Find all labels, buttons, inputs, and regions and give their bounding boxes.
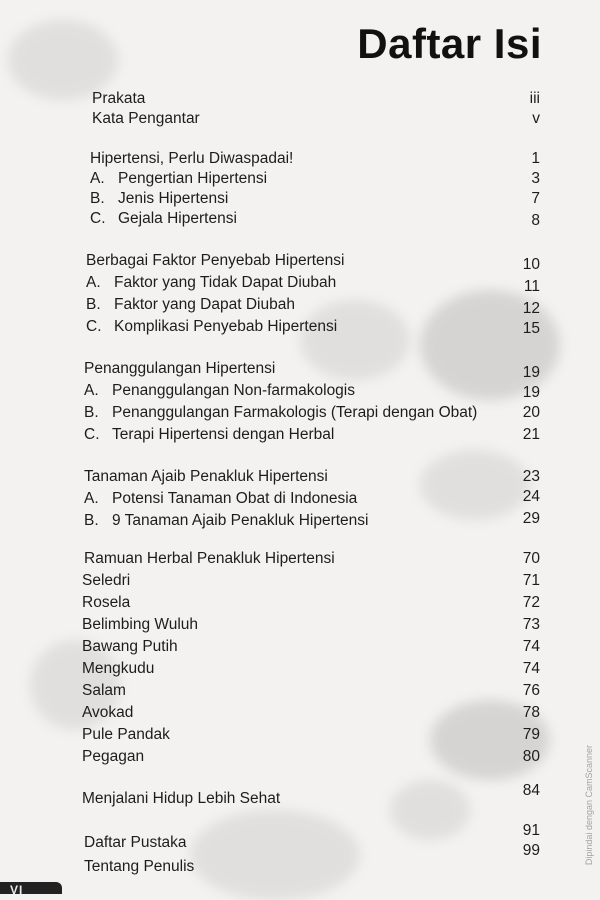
toc-entry-label: Pule Pandak [82,726,170,743]
toc-entry-label: Potensi Tanaman Obat di Indonesia [112,490,358,507]
toc-entry-label: Faktor yang Dapat Diubah [114,296,295,313]
toc-entry-label: Jenis Hipertensi [118,190,229,207]
toc-entry-page: 8 [531,212,540,229]
toc-entry-page-row [0,108,540,130]
toc-entry-page: 72 [522,594,540,611]
toc-entry-label: Salam [82,682,126,699]
toc-entry-label: Bawang Putih [82,638,178,655]
toc-entry-page: 7 [531,190,540,207]
toc-entry-page: 84 [522,782,540,799]
toc-entry-page-row [0,636,540,658]
toc-entry-page-row [0,746,540,768]
toc-entry-label: Pegagan [82,748,145,765]
toc-entry-label: Avokad [82,704,134,721]
toc-entry-page-row [0,168,540,190]
toc-entry-page: iii [529,90,540,107]
toc-entry-page: 29 [522,510,540,527]
toc-entry-page: 99 [522,842,540,859]
toc-entry-marker: A. [84,490,99,507]
page-number: VI [10,883,24,897]
toc-entry-page-row [0,592,540,614]
toc-entry-page: 70 [522,550,540,567]
toc-entry-marker: A. [84,382,99,399]
toc-entry-page-row [0,486,540,508]
toc-entry-page: 73 [522,616,540,633]
toc-entry-page: 74 [522,660,540,677]
toc-entry-page: 80 [522,748,540,765]
toc-entry-label: Pengertian Hipertensi [118,170,268,187]
toc-entry-label: Mengkudu [82,660,155,677]
toc-entry-marker: A. [90,170,105,187]
toc-entry-page: v [532,110,540,127]
toc-entry-page-row [0,508,540,530]
toc-entry-page-row [0,548,540,570]
footer-bar [0,882,62,897]
toc-entry-page: 24 [522,488,540,505]
toc-entry-page-row [0,702,540,724]
toc-entry-label: Daftar Pustaka [84,834,187,851]
toc-entry-marker: C. [86,318,102,335]
toc-entry-label: Rosela [82,594,131,611]
page-title: Daftar Isi [357,20,542,67]
toc-entry-page-row [0,424,540,446]
toc-entry-page: 21 [522,426,540,443]
toc-entry-page: 74 [522,638,540,655]
toc-entry-label: Belimbing Wuluh [82,616,199,633]
toc-entry-label: Ramuan Herbal Penakluk Hipertensi [84,550,335,567]
toc-entry-label: Penanggulangan Non-farmakologis [112,382,355,399]
toc-entry-label: Kata Pengantar [92,110,200,127]
toc-entry-page-row [0,780,540,802]
toc-entry-label: Tanaman Ajaib Penakluk Hipertensi [84,468,328,485]
toc-entry-label: Penanggulangan Hipertensi [84,360,276,377]
toc-entry-label: Tentang Penulis [84,858,195,875]
toc-entry-page-row [0,466,540,488]
toc-entry-label: Terapi Hipertensi dengan Herbal [112,426,335,443]
toc-entry-page-row [0,820,540,842]
toc-entry-label: Berbagai Faktor Penyebab Hipertensi [86,252,345,269]
toc-entry-page: 23 [522,468,540,485]
toc-entry-page: 1 [531,150,540,167]
toc-entry-label: 9 Tanaman Ajaib Penakluk Hipertensi [112,512,369,529]
toc-entry-marker: C. [84,426,100,443]
toc-entry-page: 71 [522,572,540,589]
toc-entry-page-row [0,318,540,340]
toc-entry-page-row [0,402,540,424]
toc-entry-page: 20 [522,404,540,421]
toc-entry-page: 15 [522,320,540,337]
toc-entry-page: 76 [522,682,540,699]
toc-entry-marker: B. [90,190,105,207]
toc-entry-page-row [0,658,540,680]
toc-entry-marker: A. [86,274,101,291]
toc-entry-page-row [0,188,540,210]
toc-entry-page: 11 [523,278,540,295]
toc-entry-page: 19 [522,364,540,381]
toc-entry-page: 91 [522,822,540,839]
toc-entry-marker: B. [84,404,99,421]
toc-entry-page-row [0,382,540,404]
toc-entry-label: Seledri [82,572,131,589]
toc-entry-page-row [0,88,540,110]
toc-entry-page: 79 [522,726,540,743]
toc-entry-page: 12 [522,300,540,317]
toc-entry-label: Faktor yang Tidak Dapat Diubah [114,274,337,291]
toc-entry-label: Penanggulangan Farmakologis (Terapi dengan Obat) [112,404,478,421]
toc-entry-label: Menjalani Hidup Lebih Sehat [82,790,281,807]
toc-entry-marker: B. [86,296,101,313]
toc-entry-page-row [0,724,540,746]
toc-entry-page: 3 [531,170,540,187]
toc-entry-page: 78 [522,704,540,721]
toc-entry-label: Prakata [92,90,146,107]
toc-entry-label: Komplikasi Penyebab Hipertensi [114,318,338,335]
scanner-watermark: Dipindai dengan CamScanner [584,745,594,866]
toc-entry-page-row [0,570,540,592]
toc-entry-page-row [0,840,540,862]
toc-entry-page-row [0,210,540,232]
toc-entry-label: Hipertensi, Perlu Diwaspadai! [90,150,294,167]
toc-entry-page: 19 [522,384,540,401]
toc-entry-marker: B. [84,512,99,529]
toc-entry-label: Gejala Hipertensi [118,210,237,227]
toc-entry-page-row [0,614,540,636]
toc-entry-page-row [0,680,540,702]
toc-entry-page: 10 [522,256,540,273]
toc-entry-page-row [0,148,540,170]
toc-entry-marker: C. [90,210,106,227]
